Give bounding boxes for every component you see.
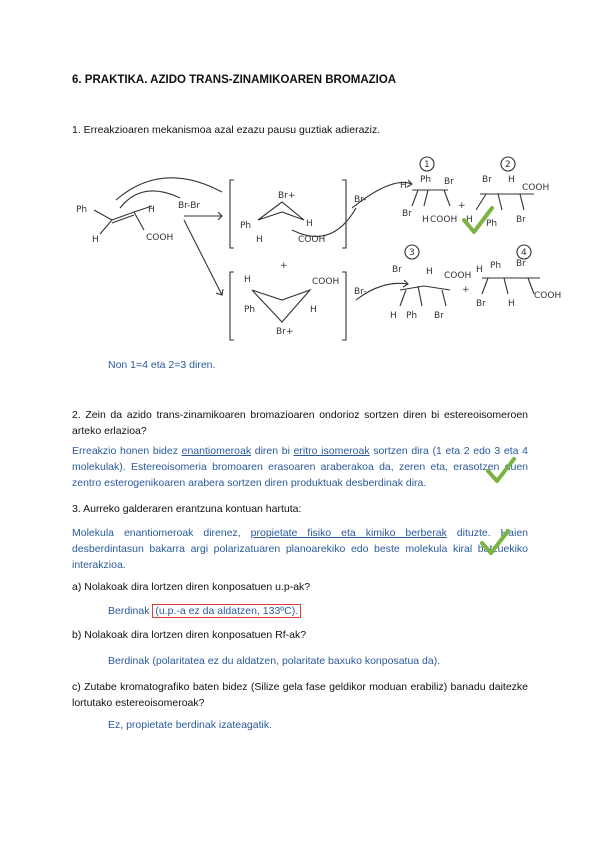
ph-label: Ph — [244, 305, 256, 315]
br2-label: Br-Br — [178, 201, 201, 211]
question-b: b) Nolakoak dira lortzen diren konposatuen Rf-ak? — [72, 629, 307, 641]
h-label: H — [400, 181, 407, 191]
cooh-label: COOH — [430, 215, 458, 225]
answer-3-underline: propietate fisiko eta kimiko berberak — [250, 527, 447, 539]
br-label: Br — [476, 299, 486, 309]
product-number: 4 — [521, 248, 527, 258]
cooh-label: COOH — [298, 235, 326, 245]
answer-a — [108, 603, 301, 619]
plus-sign: + — [458, 201, 466, 211]
h-label: H — [422, 215, 429, 225]
product-number: 3 — [409, 248, 415, 258]
question-1: 1. Erreakzioaren mekanismoa azal ezazu pausu guztiak adieraziz. — [72, 124, 381, 136]
bromide-label: Br- — [354, 287, 367, 297]
ph-label: Ph — [490, 261, 502, 271]
h-label: H — [256, 235, 263, 245]
h-label: H — [244, 275, 251, 285]
h-label: H — [92, 235, 99, 245]
h-label: H — [466, 215, 473, 225]
answer-1: Non 1=4 eta 2=3 diren. — [108, 359, 216, 371]
highlight-box: (u.p.-a ez da aldatzen, 133ºC). — [152, 604, 301, 618]
ph-label: Ph — [406, 311, 418, 321]
bromonium-label: Br+ — [276, 327, 294, 337]
answer-2-underline: eritro isomeroak — [293, 445, 370, 457]
h-label: H — [306, 219, 313, 229]
page-title: 6. PRAKTIKA. AZIDO TRANS-ZINAMIKOAREN BROMAZIOA — [72, 74, 397, 86]
cooh-label: COOH — [312, 277, 340, 287]
h-label: H — [310, 305, 317, 315]
br-label: Br — [434, 311, 444, 321]
question-a: a) Nolakoak dira lortzen diren konposatuen u.p-ak? — [72, 581, 311, 593]
br-label: Br — [516, 259, 526, 269]
h-label: H — [508, 299, 515, 309]
reaction-mechanism-sketch — [72, 150, 562, 350]
h-label: H — [426, 267, 433, 277]
ph-label: Ph — [420, 175, 432, 185]
br-label: Br — [482, 175, 492, 185]
ph-label: Ph — [76, 205, 88, 215]
h-label: H — [148, 205, 155, 215]
br-label: Br — [402, 209, 412, 219]
answer-2 — [72, 443, 528, 491]
cooh-label: COOH — [444, 271, 472, 281]
bromide-label: Br- — [354, 195, 367, 205]
br-label: Br — [392, 265, 402, 275]
answer-2-underline: enantiomeroak — [181, 445, 252, 457]
question-3: 3. Aurreko galderaren erantzuna kontuan hartuta: — [72, 503, 302, 515]
checkmark-icon — [478, 527, 512, 557]
answer-2-text: sortzen dira (1 eta 2 edo 3 eta 4 molekulak). Estereoisomeria bromoaren erasoaren araberakoa da, zeren eta, erasotzen duen zentro esterogenikoaren arabera sortzen diren produktuak desberdinak dira. — [72, 445, 528, 489]
br-label: Br — [516, 215, 526, 225]
plus-sign: + — [280, 261, 288, 271]
checkmark-icon — [484, 455, 518, 485]
h-label: H — [476, 265, 483, 275]
ph-label: Ph — [240, 221, 252, 231]
cooh-label: COOH — [146, 233, 174, 243]
question-c: c) Zutabe kromatografiko baten bidez (Silize gela fase geldikor moduan erabiliz) banadu daitezke lortutako estereoisomeroak? — [72, 681, 528, 709]
ph-label: Ph — [486, 219, 498, 229]
cooh-label: COOH — [522, 183, 550, 193]
cooh-label: COOH — [534, 291, 562, 301]
br-label: Br — [444, 177, 454, 187]
product-number: 1 — [424, 160, 430, 170]
plus-sign: + — [462, 285, 470, 295]
question-2: 2. Zein da azido trans-zinamikoaren bromazioaren ondorioz sortzen diren bi estereoisomeroen arteko erlazioa? — [72, 409, 528, 437]
h-label: H — [508, 175, 515, 185]
answer-2-text: Erreakzio honen bidez — [72, 445, 182, 457]
answer-3 — [72, 525, 528, 573]
answer-3-text: Molekula enantiomeroak direnez, — [72, 527, 251, 539]
answer-a-text: Berdinak — [108, 605, 153, 617]
answer-3-text: dituzte. Haien desberdintasun bakarra argi polarizatuaren planoarekiko edo beste molekula kiral batzuekiko interakzioa. — [72, 527, 528, 571]
h-label: H — [390, 311, 397, 321]
answer-b: Berdinak (polaritatea ez du aldatzen, polaritate baxuko konposatua da). — [108, 655, 441, 667]
product-number: 2 — [505, 160, 511, 170]
answer-2-text: diren bi — [251, 445, 294, 457]
bromonium-label: Br+ — [278, 191, 296, 201]
answer-c: Ez, propietate berdinak izateagatik. — [108, 719, 273, 731]
